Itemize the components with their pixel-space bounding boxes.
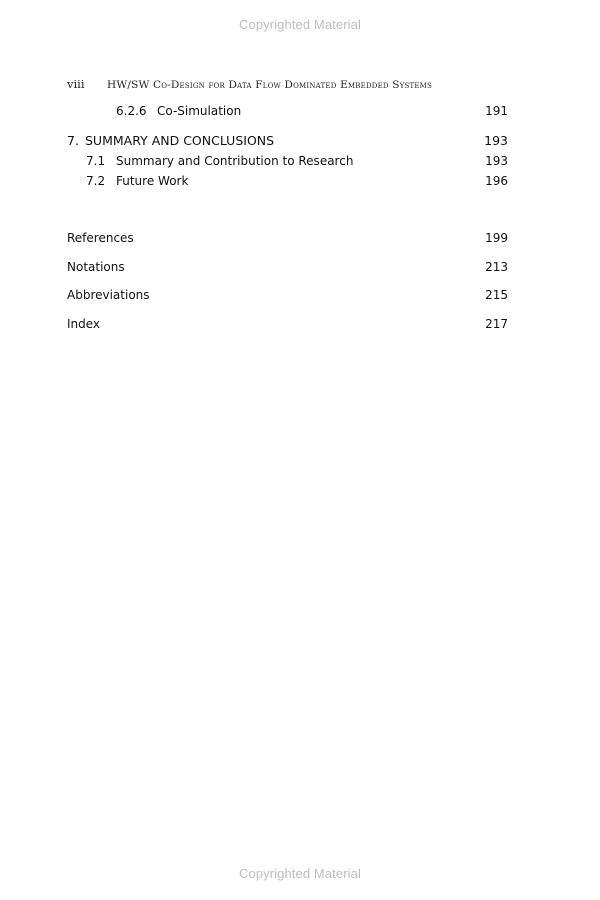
- toc-entry-page: 193: [485, 154, 508, 168]
- toc-entry-page: 193: [484, 133, 508, 148]
- toc-entry-6-2-6[interactable]: [67, 104, 508, 118]
- toc-entry-label: SUMMARY AND CONCLUSIONS: [85, 133, 275, 148]
- toc-entry-page: 217: [485, 317, 508, 331]
- toc-entry-7-2[interactable]: [67, 174, 508, 188]
- page-number: viii: [67, 77, 85, 91]
- toc-entry-label: Future Work: [116, 174, 189, 188]
- toc-entry-7-1[interactable]: [67, 154, 508, 168]
- toc-entry-references[interactable]: [67, 231, 508, 245]
- toc-entry-number: 6.2.6: [116, 104, 147, 118]
- toc-entry-label: Co-Simulation: [157, 104, 242, 118]
- toc-entry-number: 7.1: [86, 154, 106, 168]
- toc-entry-label: Notations: [67, 260, 125, 274]
- toc-entry-page: 215: [485, 288, 508, 302]
- toc-entry-number: 7.: [67, 133, 79, 148]
- toc-entry-page: 191: [485, 104, 508, 118]
- toc-entry-abbreviations[interactable]: [67, 288, 508, 302]
- toc-entry-label: Abbreviations: [67, 288, 150, 302]
- toc-entry-page: 213: [485, 260, 508, 274]
- toc-entry-notations[interactable]: [67, 260, 508, 274]
- running-header: [67, 77, 507, 91]
- toc-entry-label: Summary and Contribution to Research: [116, 154, 354, 168]
- toc-entry-page: 199: [485, 231, 508, 245]
- book-title: HW/SW Co-Design for Data Flow Dominated Embedded Systems: [107, 79, 432, 91]
- toc-entry-page: 196: [485, 174, 508, 188]
- toc-entry-chapter-7[interactable]: [67, 133, 508, 148]
- toc-entry-label: Index: [67, 317, 101, 331]
- copyright-watermark-top: Copyrighted Material: [239, 17, 361, 32]
- copyright-watermark-bottom: Copyrighted Material: [239, 866, 361, 881]
- toc-entry-label: References: [67, 231, 134, 245]
- toc-entry-index[interactable]: [67, 317, 508, 331]
- toc-entry-number: 7.2: [86, 174, 106, 188]
